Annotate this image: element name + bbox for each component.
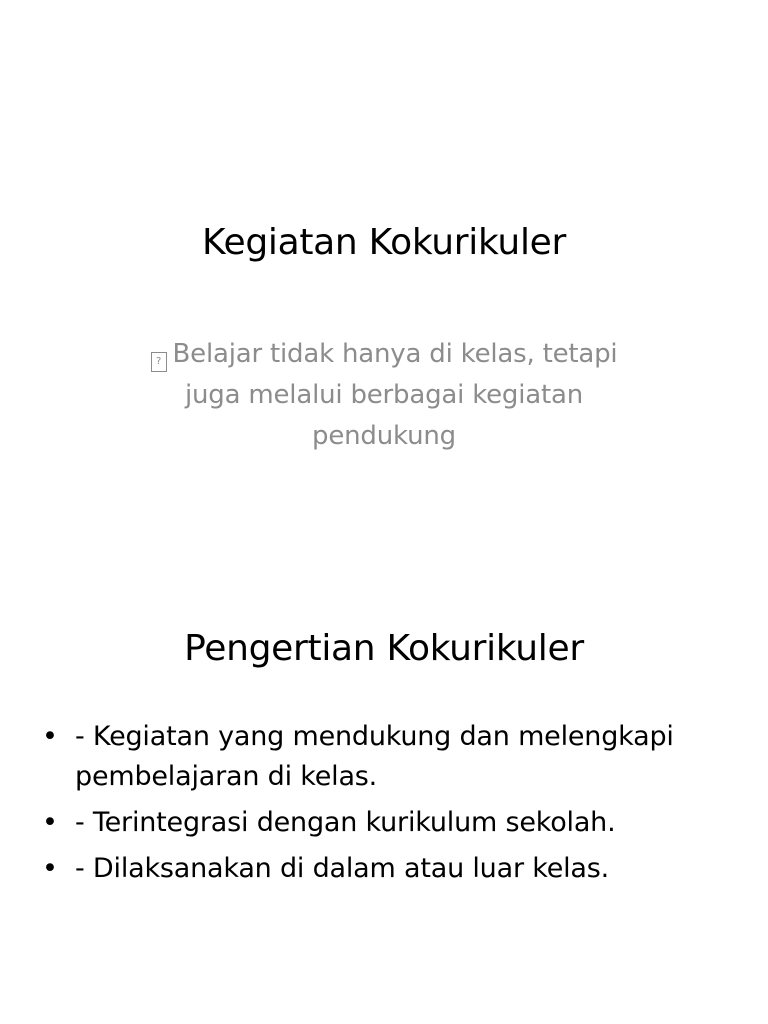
bullet-text: - Dilaksanakan di dalam atau luar kelas. xyxy=(75,853,610,884)
bullet-item xyxy=(42,849,722,889)
missing-glyph-icon: ? xyxy=(151,352,167,372)
bullet-item xyxy=(42,717,722,797)
bullet-list xyxy=(42,717,722,895)
bullet-dot-icon: • xyxy=(42,853,58,884)
slide-definition-heading: Pengertian Kokurikuler xyxy=(184,628,584,669)
bullet-text: - Terintegrasi dengan kurikulum sekolah. xyxy=(75,807,616,838)
bullet-item xyxy=(42,803,722,843)
slide-subtitle xyxy=(130,334,638,457)
slide-title-heading: Kegiatan Kokurikuler xyxy=(201,222,567,263)
slide-subtitle-text: Belajar tidak hanya di kelas, tetapi juga melalui berbagai kegiatan pendukung xyxy=(172,339,618,451)
bullet-dot-icon: • xyxy=(42,807,58,838)
bullet-dot-icon: • xyxy=(42,721,58,752)
slide-definition xyxy=(0,512,768,1024)
bullet-text: - Kegiatan yang mendukung dan melengkapi pembelajaran di kelas. xyxy=(75,721,674,792)
